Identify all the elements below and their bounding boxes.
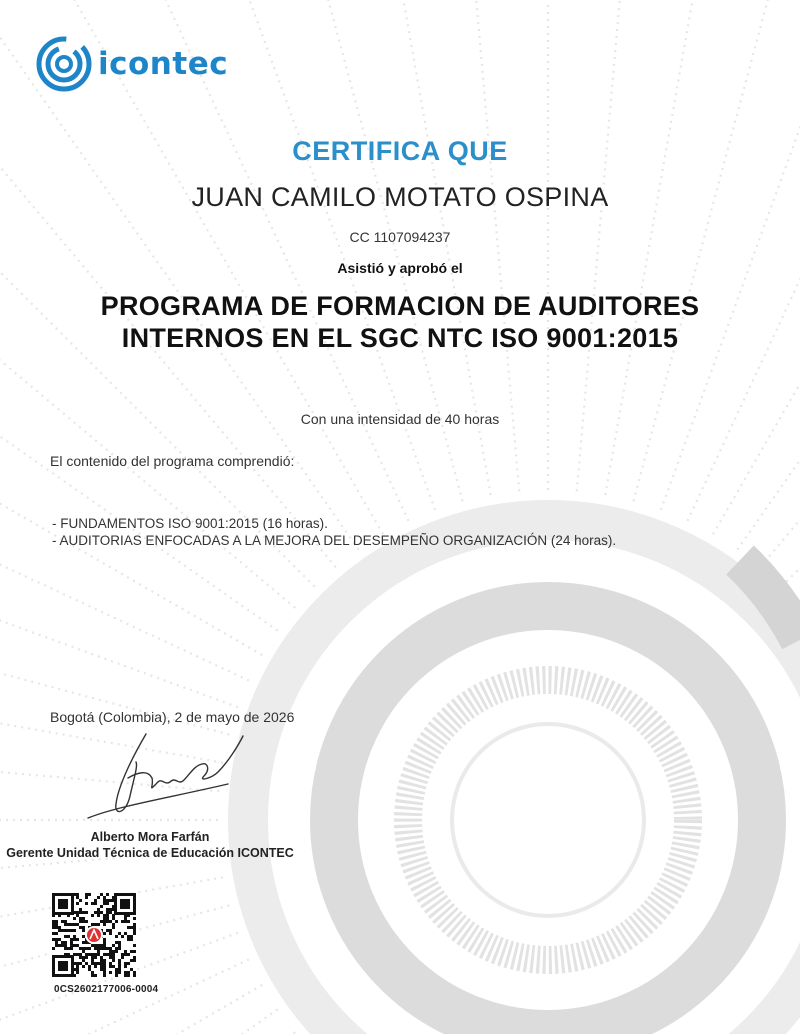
program-title [60, 290, 740, 354]
id-document: CC 1107094237 [349, 229, 451, 245]
program-title-line2: INTERNOS EN EL SGC NTC ISO 9001:2015 [121, 323, 679, 353]
verification-code: 0CS2602177006-0004 [54, 984, 159, 995]
signature [78, 726, 248, 826]
certificate-heading: CERTIFICA QUE [292, 136, 508, 166]
place-date: Bogotá (Colombia), 2 de mayo de 2026 [50, 709, 295, 725]
brand-name: icontec [98, 46, 229, 82]
qr-code[interactable] [52, 893, 136, 977]
program-title-line1: PROGRAMA DE FORMACION DE AUDITORES [100, 291, 700, 321]
recipient-name: JUAN CAMILO MOTATO OSPINA [191, 182, 609, 212]
signatory-block [0, 829, 300, 861]
list-item: - AUDITORIAS ENFOCADAS A LA MEJORA DEL DESEMPEÑO ORGANIZACIÓN (24 horas). [52, 533, 617, 548]
icontec-logo-icon [36, 36, 92, 92]
intensity-text: Con una intensidad de 40 horas [300, 411, 500, 427]
signatory-name: Alberto Mora Farfán [90, 830, 210, 844]
content-label: El contenido del programa comprendió: [50, 453, 295, 469]
content-list [52, 515, 616, 549]
icontec-logo [36, 36, 228, 92]
signatory-title: Gerente Unidad Técnica de Educación ICONTEC [6, 846, 294, 860]
list-item: - FUNDAMENTOS ISO 9001:2015 (16 horas). [52, 516, 328, 531]
attended-text: Asistió y aprobó el [337, 260, 463, 276]
